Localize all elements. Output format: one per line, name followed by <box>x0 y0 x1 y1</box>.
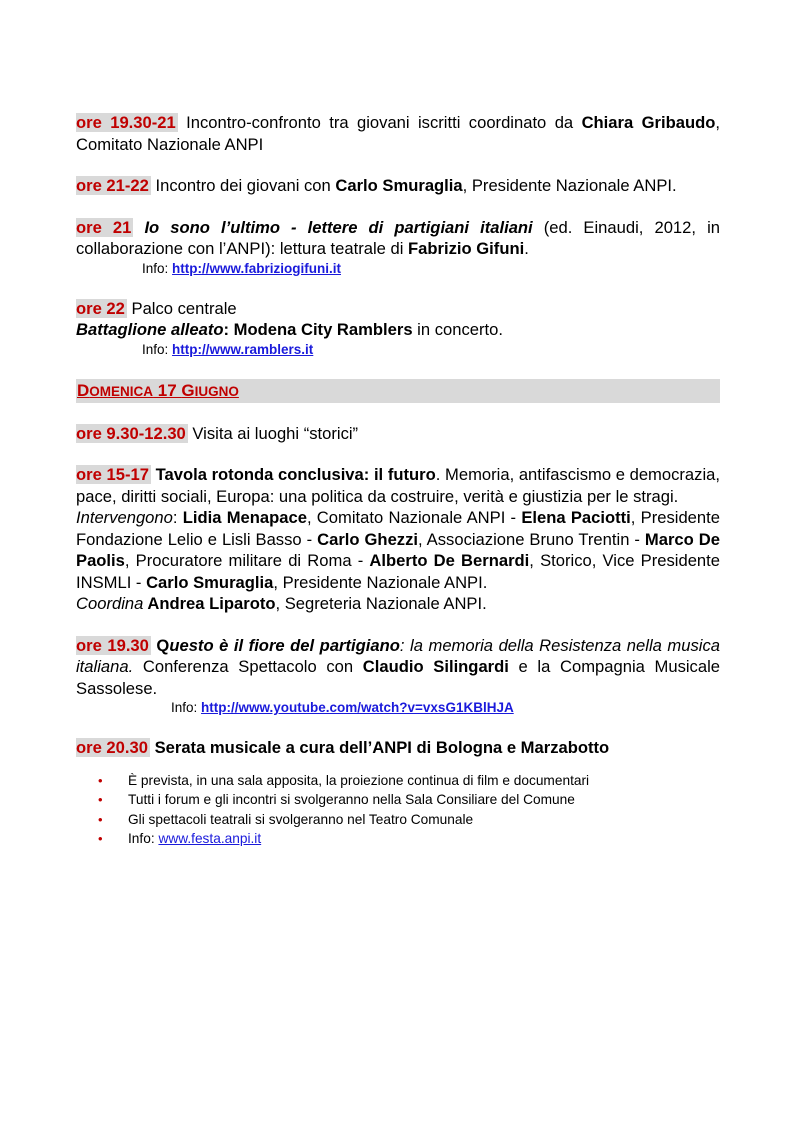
band-title: Battaglione alleato <box>76 320 224 339</box>
event-text: in concerto. <box>412 320 503 339</box>
list-item-text: Gli spettacoli teatrali si svolgeranno nel Teatro Comunale <box>128 811 474 827</box>
bullet-icon: • <box>98 772 103 788</box>
section-letter: D <box>77 380 90 400</box>
speaker-name: Alberto De Bernardi <box>369 551 530 570</box>
info-line <box>142 260 720 278</box>
event-text: , Comitato Nazionale ANPI <box>76 113 720 154</box>
event-text-italic: Intervengono <box>76 508 173 527</box>
event-21-22 <box>76 175 720 197</box>
event-930-1230 <box>76 423 720 445</box>
event-text: , Presidente Nazionale ANPI. <box>273 572 488 592</box>
info-line <box>142 341 720 359</box>
event-2030 <box>76 737 720 759</box>
event-time: ore 21-22 <box>76 176 149 195</box>
info-link[interactable]: www.festa.anpi.it <box>158 831 262 846</box>
event-time: ore 9.30-12.30 <box>76 423 186 443</box>
event-text: . <box>524 239 529 258</box>
event-title: Q <box>150 635 170 655</box>
event-title: Tavola rotonda conclusiva: il futuro <box>150 465 436 484</box>
event-text: . Memoria, antifascismo e democrazia, pace, diritti sociali, Europa: una politica da costruire, verità e giustizia per le stragi. <box>76 465 720 506</box>
info-label: Info: <box>142 260 173 276</box>
event-1930 <box>76 635 720 700</box>
notes-list <box>76 771 720 849</box>
event-text: Conferenza Spettacolo con <box>133 657 363 676</box>
event-time: ore 19.30 <box>76 635 149 655</box>
event-text: e la Compagnia Musicale Sassolese. <box>76 657 720 698</box>
info-label: Info: <box>142 341 173 357</box>
book-title: Io sono l’ultimo - lettere di partigiani italiani <box>144 217 533 237</box>
document-page <box>76 112 720 849</box>
speaker-name: Carlo Smuraglia <box>335 176 463 195</box>
section-smallcaps: IUGNO <box>194 383 239 399</box>
bullet-icon: • <box>98 792 103 807</box>
section-letter: G <box>181 380 195 400</box>
speaker-name: Marco De Paolis <box>76 529 720 570</box>
info-link[interactable]: http://www.youtube.com/watch?v=vxsG1KBlHJA <box>201 700 514 715</box>
info-label: Info: <box>128 831 159 846</box>
event-text-italic: : la memoria della Resistenza nella musica italiana. <box>76 635 720 676</box>
event-text-italic: Coordina <box>76 594 144 613</box>
event-text: Visita ai luoghi “storici” <box>187 423 359 443</box>
speaker-name: Carlo Smuraglia <box>146 572 274 592</box>
info-line <box>171 699 720 717</box>
event-text: , Segreteria Nazionale ANPI. <box>275 594 487 613</box>
event-text: , Presidente Fondazione Lelio e Lisli Basso - <box>76 508 720 549</box>
event-time: ore 21 <box>76 217 132 237</box>
info-link[interactable]: http://www.fabriziogifuni.it <box>172 260 341 276</box>
event-text: Incontro dei giovani con <box>150 176 336 195</box>
list-item <box>98 829 720 849</box>
event-text: Palco centrale <box>126 298 237 318</box>
speaker-name: Lidia Menapace <box>182 508 307 527</box>
event-time: ore 15-17 <box>76 465 149 484</box>
speaker-name: Elena Paciotti <box>521 508 631 527</box>
list-item <box>98 810 720 830</box>
event-time: ore 20.30 <box>76 738 148 757</box>
event-1930-21 <box>76 112 720 155</box>
event-text: , Storico, Vice Presidente INSMLI - <box>76 551 720 592</box>
event-text: , Procuratore militare di Roma - <box>124 551 370 570</box>
info-label: Info: <box>171 700 202 715</box>
section-smallcaps: OMENICA <box>89 383 154 399</box>
list-item <box>98 790 720 810</box>
info-link[interactable]: http://www.ramblers.it <box>172 341 314 357</box>
event-22 <box>76 298 720 341</box>
speaker-name: Carlo Ghezzi <box>317 529 418 549</box>
bullet-icon: • <box>98 831 103 846</box>
event-time: ore 22 <box>76 298 125 318</box>
list-item-text: Tutti i forum e gli incontri si svolgeranno nella Sala Consiliare del Comune <box>128 792 575 807</box>
speaker-name: Chiara Gribaudo <box>581 113 716 132</box>
speaker-name: Fabrizio Gifuni <box>408 239 525 258</box>
section-number: 17 <box>153 380 182 400</box>
event-text: , Associazione Bruno Trentin - <box>418 529 645 549</box>
list-item <box>98 771 720 791</box>
event-text: , Comitato Nazionale ANPI - <box>306 508 522 527</box>
speaker-name: Claudio Silingardi <box>362 657 509 676</box>
event-15-17 <box>76 464 720 615</box>
list-item-text: È prevista, in una sala apposita, la proiezione continua di film e documentari <box>128 772 590 788</box>
event-time: ore 19.30-21 <box>76 113 176 132</box>
event-21 <box>76 217 720 260</box>
event-text: : <box>172 508 183 527</box>
event-title-italic: uesto è il fiore del partigiano <box>169 635 400 655</box>
event-text: (ed. Einaudi, 2012, in collaborazione con l’ANPI): lettura teatrale di <box>76 217 720 258</box>
bullet-icon: • <box>98 811 103 827</box>
event-title: Serata musicale a cura dell’ANPI di Bologna e Marzabotto <box>149 738 610 757</box>
speaker-name: Andrea Liparoto <box>143 594 276 613</box>
event-text: Incontro-confronto tra giovani iscritti coordinato da <box>177 113 582 132</box>
section-header-domenica <box>76 379 720 403</box>
band-name: : Modena City Ramblers <box>223 320 413 339</box>
event-text: , Presidente Nazionale ANPI. <box>462 176 677 195</box>
